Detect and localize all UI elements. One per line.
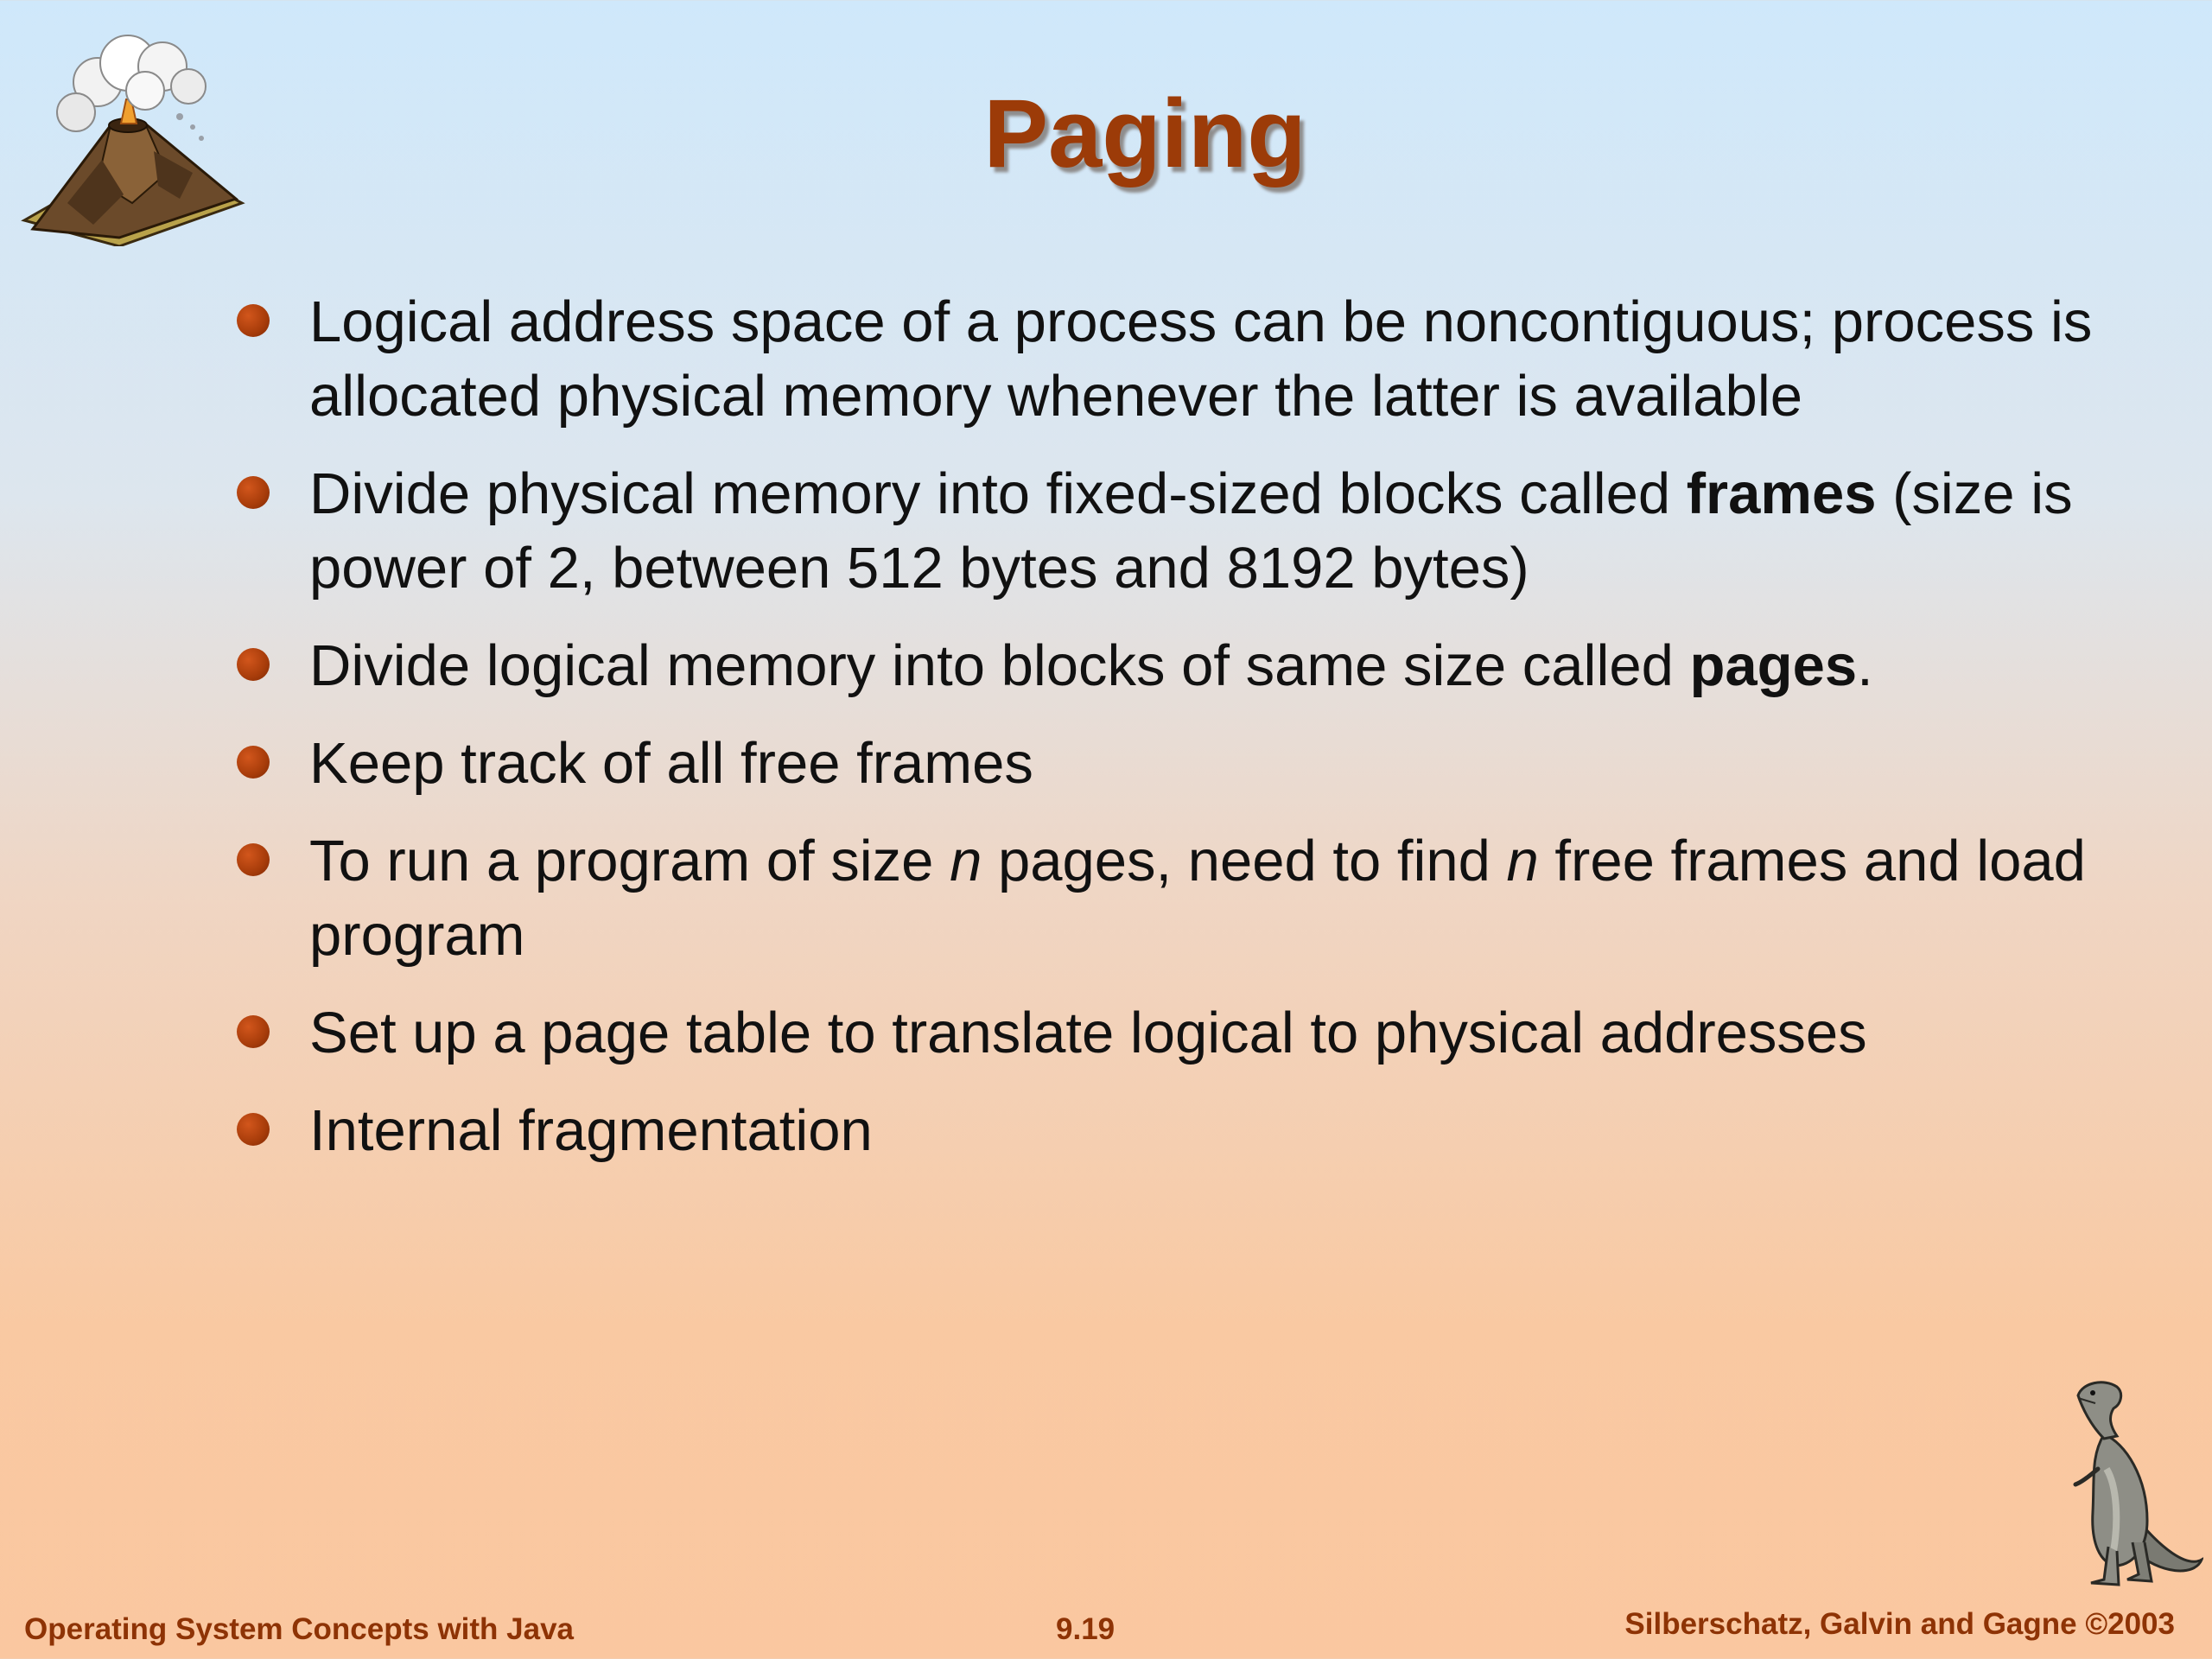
bullet-text-segment: Divide logical memory into blocks of same size called [309,633,1690,698]
bullet-text-segment: Internal fragmentation [309,1098,873,1163]
bullet-text-segment: free frames and load program [309,829,2086,968]
bullet-dot-icon [237,304,270,337]
bullet-dot-icon [237,1113,270,1146]
bullet-text-segment: pages, need to find [982,829,1507,893]
bullet-item [233,1094,2100,1168]
bullet-dot-icon [237,1015,270,1048]
bullet-text-segment: n [950,829,982,893]
slide-title: Paging [983,79,1306,188]
bullet-text-segment: Logical address space of a process can be noncontiguous; process is allocated physical memory whenever the latter is available [309,289,2093,429]
bullet-item [233,996,2100,1071]
bullet-text-segment: n [1506,829,1539,893]
bullet-item [233,727,2100,801]
footer-slide-number: 9.19 [1056,1612,1116,1646]
bullet-item [233,629,2100,703]
bullet-text-segment: Divide physical memory into fixed-sized blocks called [309,461,1687,526]
bullet-text-segment: frames [1686,461,1877,526]
bullet-text-segment: Set up a page table to translate logical to physical addresses [309,1001,1867,1065]
bullet-dot-icon [237,476,270,509]
footer-book-title: Operating System Concepts with Java [24,1612,575,1646]
bullet-item [233,457,2100,606]
bullet-text-segment: (size is power of 2, between 512 bytes and 8192 bytes) [309,461,2073,601]
bullet-list [233,285,2100,1192]
bullet-item [233,285,2100,434]
bullet-dot-icon [237,648,270,681]
footer-copyright: Silberschatz, Galvin and Gagne ©2003 [1624,1607,2175,1641]
bullet-text-segment: . [1857,633,1873,698]
dinosaur-icon [2056,1374,2203,1590]
bullet-text-segment: Keep track of all free frames [309,731,1033,796]
bullet-dot-icon [237,843,270,876]
bullet-text-segment: pages [1689,633,1858,698]
bullet-dot-icon [237,746,270,779]
bullet-text-segment: To run a program of size [309,829,950,893]
bullet-item [233,824,2100,973]
